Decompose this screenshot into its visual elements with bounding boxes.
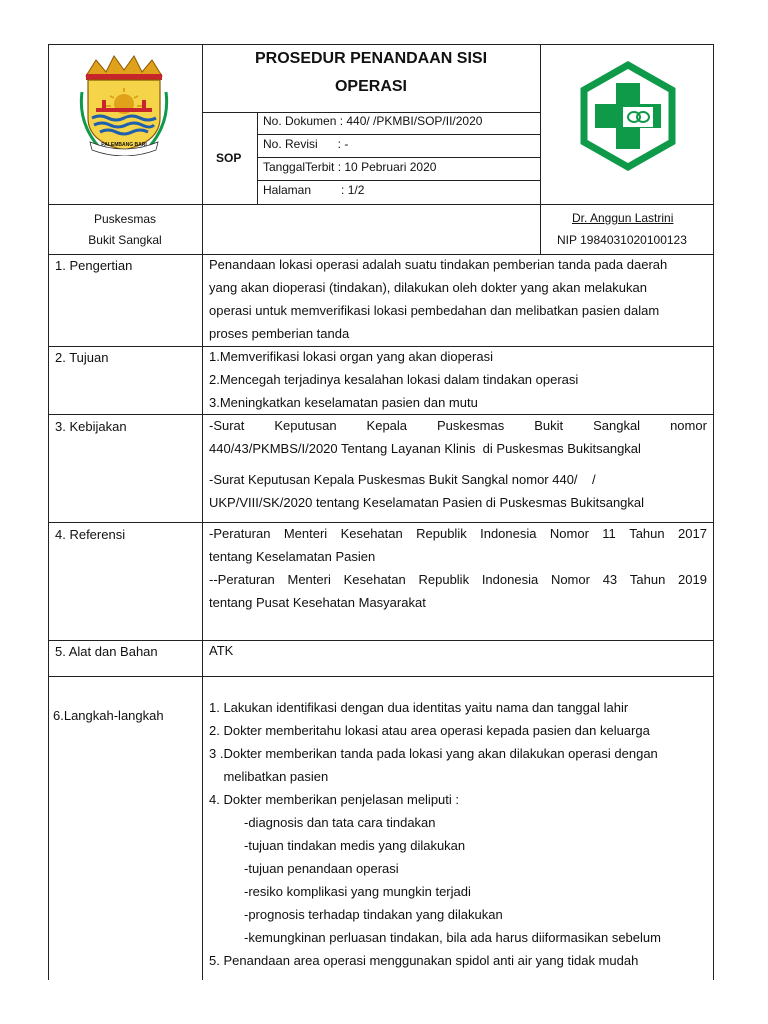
alat-value: ATK xyxy=(209,643,234,658)
word: -Peraturan xyxy=(209,526,271,541)
table-border-top xyxy=(48,44,714,45)
kebijakan-line-2: 440/43/PKMBS/I/2020 Tentang Layanan Klinis di Puskesmas Bukitsangkal xyxy=(209,441,641,456)
header-divider-right xyxy=(540,44,541,255)
header-divider-left xyxy=(202,44,203,255)
revision-field: No. Revisi : - xyxy=(263,137,349,151)
sop-divider xyxy=(257,112,258,204)
row-line-langkah xyxy=(48,676,714,677)
word: Indonesia xyxy=(480,526,537,541)
langkah-sub-item: -tujuan tindakan medis yang dilakukan xyxy=(244,838,466,853)
document-title-line-1: PROSEDUR PENANDAAN SISI xyxy=(254,50,488,67)
doc-number-field: No. Dokumen : 440/ /PKMBI/SOP/II/2020 xyxy=(263,114,483,128)
facility-name-line-1: Puskesmas xyxy=(93,212,157,226)
signatory-nip: NIP 1984031020100123 xyxy=(557,233,687,247)
table-border-right xyxy=(713,44,714,980)
signatory-name: Dr. Anggun Lastrini xyxy=(572,211,674,225)
kebijakan-line-4: UKP/VIII/SK/2020 tentang Keselamatan Pasien di Puskesmas Bukitsangkal xyxy=(209,495,645,510)
facility-row-bottom xyxy=(48,254,714,255)
pengertian-line-2: yang akan dioperasi (tindakan), dilakukan oleh dokter yang akan melakukan xyxy=(209,280,647,295)
langkah-sub-item: -tujuan penandaan operasi xyxy=(244,861,399,876)
word: Keputusan xyxy=(274,418,337,433)
document-title-line-2: OPERASI xyxy=(334,78,407,95)
facility-name-line-2: Bukit Sangkal xyxy=(88,233,162,247)
page-field: Halaman : 1/2 xyxy=(263,183,365,197)
word: 43 xyxy=(602,572,618,587)
word: Menteri xyxy=(283,526,328,541)
word: Kepala xyxy=(366,418,408,433)
issue-date-field: TanggalTerbit : 10 Pebruari 2020 xyxy=(263,160,437,174)
langkah-sub-item: -diagnosis dan tata cara tindakan xyxy=(244,815,436,830)
section-label-alat: 5. Alat dan Bahan xyxy=(55,644,158,659)
doc-row-line-1 xyxy=(257,134,540,135)
header-bottom-line xyxy=(48,204,714,205)
title-underline xyxy=(202,112,540,113)
doc-row-line-2 xyxy=(257,157,540,158)
word: Nomor xyxy=(549,526,589,541)
kebijakan-line-3: -Surat Keputusan Kepala Puskesmas Bukit Sangkal nomor 440/ / xyxy=(209,472,596,487)
langkah-step-5: 5. Penandaan area operasi menggunakan spidol anti air yang tidak mudah xyxy=(209,953,639,968)
section-label-kebijakan: 3. Kebijakan xyxy=(55,419,127,434)
word: Kesehatan xyxy=(340,526,403,541)
langkah-sub-item: -prognosis terhadap tindakan yang dilakukan xyxy=(244,907,503,922)
referensi-line-1 xyxy=(209,526,707,541)
city-emblem-logo xyxy=(76,52,172,156)
row-line-referensi xyxy=(48,522,714,523)
word: Sangkal xyxy=(593,418,641,433)
word: 2017 xyxy=(678,526,707,541)
word: Bukit xyxy=(534,418,564,433)
section-label-tujuan: 2. Tujuan xyxy=(55,350,109,365)
word: Republik xyxy=(416,526,467,541)
langkah-step-2: 2. Dokter memberitahu lokasi atau area operasi kepada pasien dan keluarga xyxy=(209,723,650,738)
word: --Peraturan xyxy=(209,572,275,587)
langkah-step-4: 4. Dokter memberikan penjelasan meliputi : xyxy=(209,792,460,807)
word: 2019 xyxy=(678,572,707,587)
langkah-sub-item: -resiko komplikasi yang mungkin terjadi xyxy=(244,884,471,899)
word: Tahun xyxy=(629,526,665,541)
tujuan-item-2: 2.Mencegah terjadinya kesalahan lokasi dalam tindakan operasi xyxy=(209,372,579,387)
section-label-pengertian: 1. Pengertian xyxy=(55,258,133,273)
tujuan-item-3: 3.Meningkatkan keselamatan pasien dan mutu xyxy=(209,395,478,410)
word: Kesehatan xyxy=(343,572,406,587)
word: 11 xyxy=(602,526,616,541)
row-line-kebijakan xyxy=(48,414,714,415)
word: Menteri xyxy=(287,572,331,587)
row-line-tujuan xyxy=(48,346,714,347)
word: -Surat xyxy=(209,418,245,433)
table-border-left xyxy=(48,44,49,980)
word: Republik xyxy=(418,572,470,587)
word: Puskesmas xyxy=(437,418,505,433)
word: Nomor xyxy=(550,572,590,587)
row-line-alat xyxy=(48,640,714,641)
word: nomor xyxy=(670,418,707,433)
tujuan-item-1: 1.Memverifikasi lokasi organ yang akan dioperasi xyxy=(209,349,493,364)
referensi-line-4: tentang Pusat Kesehatan Masyarakat xyxy=(209,595,426,610)
langkah-sub-item: -kemungkinan perluasan tindakan, bila ada harus diiformasikan sebelum xyxy=(244,930,661,945)
referensi-line-2: tentang Keselamatan Pasien xyxy=(209,549,376,564)
section-label-langkah: 6.Langkah-langkah xyxy=(53,708,164,723)
langkah-step-1: 1. Lakukan identifikasi dengan dua identitas yaitu nama dan tanggal lahir xyxy=(209,700,629,715)
kebijakan-line-1 xyxy=(209,418,707,433)
emblem-ribbon-text: PALEMBANG BARI xyxy=(101,142,147,148)
section-label-referensi: 4. Referensi xyxy=(55,527,126,542)
word: Indonesia xyxy=(481,572,539,587)
doc-row-line-3 xyxy=(257,180,540,181)
referensi-line-3 xyxy=(209,572,707,587)
label-column-divider xyxy=(202,254,203,980)
word: Tahun xyxy=(629,572,666,587)
pengertian-line-1: Penandaan lokasi operasi adalah suatu tindakan pemberian tanda pada daerah xyxy=(209,257,668,272)
puskesmas-logo xyxy=(578,61,678,171)
langkah-step-3: 3 .Dokter memberikan tanda pada lokasi yang akan dilakukan operasi dengan xyxy=(209,746,658,761)
pengertian-line-3: operasi untuk memverifikasi lokasi pembedahan dan melibatkan pasien dalam xyxy=(209,303,660,318)
sop-label: SOP xyxy=(216,151,242,165)
langkah-step-3-cont: melibatkan pasien xyxy=(209,769,329,784)
pengertian-line-4: proses pemberian tanda xyxy=(209,326,350,341)
